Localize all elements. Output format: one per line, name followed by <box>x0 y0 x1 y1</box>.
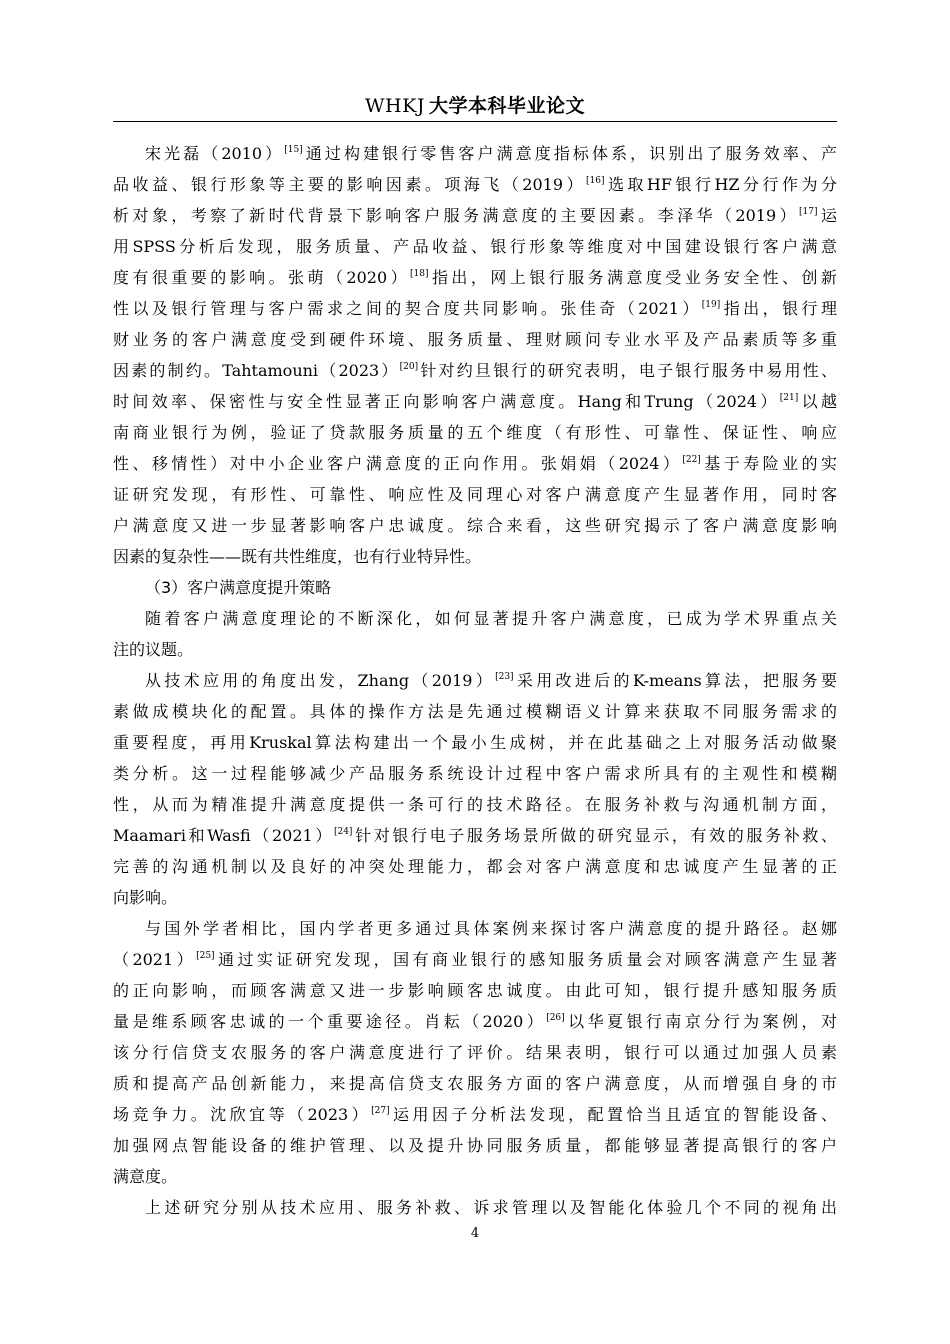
text-line <box>113 138 837 169</box>
text-line <box>113 975 837 1006</box>
text-line <box>113 727 837 758</box>
line-text: 注的议题。 <box>113 640 194 659</box>
text-line <box>113 1037 837 1068</box>
line-text: 用SPSS分析后发现，服务质量、产品收益、银行形象等维度对中国建设银行客户满意 <box>113 237 837 256</box>
line-text: 品收益、银行形象等主要的影响因素。项海飞（2019） <box>113 175 586 194</box>
citation-ref: [19] <box>701 299 721 310</box>
line-text-continued: 通过构建银行零售客户满意度指标体系，识别出了服务效率、产 <box>302 144 837 163</box>
line-text-continued: 运 <box>817 206 837 225</box>
line-text: 从技术应用的角度出发，Zhang（2019） <box>145 671 496 690</box>
header-school-code: WHKJ <box>365 95 425 117</box>
line-text: 质和提高产品创新能力，来提高信贷支农服务方面的客户满意度，从而增强自身的市 <box>113 1074 837 1093</box>
citation-ref: [26] <box>546 1012 565 1023</box>
citation-ref: [22] <box>682 454 701 465</box>
text-line <box>113 696 837 727</box>
line-text: 完善的沟通机制以及良好的冲突处理能力，都会对客户满意度和忠诚度产生显著的正 <box>113 857 837 876</box>
text-line <box>113 448 837 479</box>
text-line <box>113 820 837 851</box>
line-text: 场竞争力。沈欣宜等（2023） <box>113 1105 372 1124</box>
line-text: （3）客户满意度提升策略 <box>145 578 332 597</box>
line-text: 满意度。 <box>113 1167 178 1186</box>
text-line <box>113 169 837 200</box>
line-text: 重要程度，再用Kruskal算法构建出一个最小生成树，并在此基础之上对服务活动做聚 <box>113 733 837 752</box>
text-line <box>113 882 837 913</box>
text-line <box>113 355 837 386</box>
text-line <box>113 1130 837 1161</box>
line-text: 财业务的客户满意度受到硬件环境、服务质量、理财顾问专业水平及产品素质等多重 <box>113 330 837 349</box>
line-text: 时间效率、保密性与安全性显著正向影响客户满意度。Hang和Trung（2024） <box>113 392 780 411</box>
line-text: Maamari和Wasfi（2021） <box>113 826 334 845</box>
line-text: 因素的制约。Tahtamouni（2023） <box>113 361 400 380</box>
line-text-continued: 选取HF银行HZ分行作为分 <box>604 175 837 194</box>
line-text-continued: 指出，网上银行服务满意度受业务安全性、创新 <box>428 268 837 287</box>
line-text: 性、移情性）对中小企业客户满意度的正向作用。张娟娟（2024） <box>113 454 683 473</box>
text-line <box>113 386 837 417</box>
text-line <box>113 1161 837 1192</box>
text-line <box>113 541 837 572</box>
line-text: 因素的复杂性——既有共性维度，也有行业特异性。 <box>113 547 482 566</box>
line-text: 类分析。这一过程能够减少产品服务系统设计过程中客户需求所具有的主观性和模糊 <box>113 764 837 783</box>
text-line <box>113 231 837 262</box>
citation-ref: [16] <box>585 175 605 186</box>
line-text-continued: 以越 <box>798 392 837 411</box>
text-line <box>113 913 837 944</box>
line-text: 度有很重要的影响。张萌（2020） <box>113 268 411 287</box>
line-text: 性以及银行管理与客户需求之间的契合度共同影响。张佳奇（2021） <box>113 299 702 318</box>
citation-ref: [23] <box>495 671 514 682</box>
citation-ref: [17] <box>799 206 818 217</box>
line-text-continued: 针对银行电子服务场景所做的研究显示，有效的服务补救、 <box>352 826 837 845</box>
header-thesis-title: 大学本科毕业论文 <box>428 95 585 117</box>
citation-ref: [18] <box>410 268 429 279</box>
text-line <box>113 1099 837 1130</box>
citation-ref: [27] <box>371 1105 390 1116</box>
text-line <box>113 1006 837 1037</box>
text-line <box>113 634 837 665</box>
text-line <box>113 200 837 231</box>
text-line <box>113 944 837 975</box>
line-text: 加强网点智能设备的维护管理、以及提升协同服务质量，都能够显著提高银行的客户 <box>113 1136 837 1155</box>
line-text-continued: 针对约旦银行的研究表明，电子银行服务中易用性、 <box>418 361 837 380</box>
body-text <box>113 138 837 1223</box>
text-line <box>113 665 837 696</box>
line-text: 户满意度又进一步显著影响客户忠诚度。综合来看，这些研究揭示了客户满意度影响 <box>113 516 837 535</box>
citation-ref: [25] <box>196 950 215 961</box>
line-text-continued: 指出，银行理 <box>720 299 837 318</box>
line-text: 析对象，考察了新时代背景下影响客户服务满意度的主要因素。李泽华（2019） <box>113 206 800 225</box>
text-line <box>113 758 837 789</box>
line-text-continued: 运用因子分析法发现，配置恰当且适宜的智能设备、 <box>389 1105 837 1124</box>
text-line <box>113 603 837 634</box>
line-text: 证研究发现，有形性、可靠性、响应性及同理心对客户满意度产生显著作用，同时客 <box>113 485 837 504</box>
text-line <box>113 1068 837 1099</box>
line-text: （2021） <box>113 950 197 969</box>
line-text: 向影响。 <box>113 888 178 907</box>
citation-ref: [20] <box>399 361 419 372</box>
section-heading <box>113 572 837 603</box>
line-text: 随着客户满意度理论的不断深化，如何显著提升客户满意度，已成为学术界重点关 <box>145 609 837 628</box>
line-text: 南商业银行为例，验证了贷款服务质量的五个维度（有形性、可靠性、保证性、响应 <box>113 423 837 442</box>
text-line <box>113 510 837 541</box>
line-text: 性，从而为精准提升满意度提供一条可行的技术路径。在服务补救与沟通机制方面， <box>113 795 837 814</box>
citation-ref: [24] <box>333 826 353 837</box>
line-text: 的正向影响，而顾客满意又进一步影响顾客忠诚度。由此可知，银行提升感知服务质 <box>113 981 837 1000</box>
text-line <box>113 1192 837 1223</box>
citation-ref: [15] <box>284 144 303 155</box>
line-text-continued: 基于寿险业的实 <box>700 454 837 473</box>
text-line <box>113 293 837 324</box>
running-header <box>113 93 837 119</box>
citation-ref: [21] <box>779 392 799 403</box>
text-line <box>113 417 837 448</box>
text-line <box>113 789 837 820</box>
line-text: 量是维系顾客忠诚的一个重要途径。肖耘（2020） <box>113 1012 547 1031</box>
line-text: 宋光磊（2010） <box>145 144 285 163</box>
line-text: 与国外学者相比，国内学者更多通过具体案例来探讨客户满意度的提升路径。赵娜 <box>145 919 837 938</box>
line-text-continued: 通过实证研究发现，国有商业银行的感知服务质量会对顾客满意产生显著 <box>214 950 837 969</box>
text-line <box>113 324 837 355</box>
text-line <box>113 851 837 882</box>
page-number: 4 <box>470 1226 480 1241</box>
text-line <box>113 479 837 510</box>
line-text: 素做成模块化的配置。具体的操作方法是先通过模糊语义计算来获取不同服务需求的 <box>113 702 837 721</box>
text-line <box>113 262 837 293</box>
line-text: 上述研究分别从技术应用、服务补救、诉求管理以及智能化体验几个不同的视角出 <box>145 1198 837 1217</box>
line-text-continued: 采用改进后的K-means算法，把服务要 <box>513 671 837 690</box>
header-rule <box>113 121 837 122</box>
line-text: 该分行信贷支农服务的客户满意度进行了评价。结果表明，银行可以通过加强人员素 <box>113 1043 837 1062</box>
line-text-continued: 以华夏银行南京分行为案例，对 <box>564 1012 837 1031</box>
